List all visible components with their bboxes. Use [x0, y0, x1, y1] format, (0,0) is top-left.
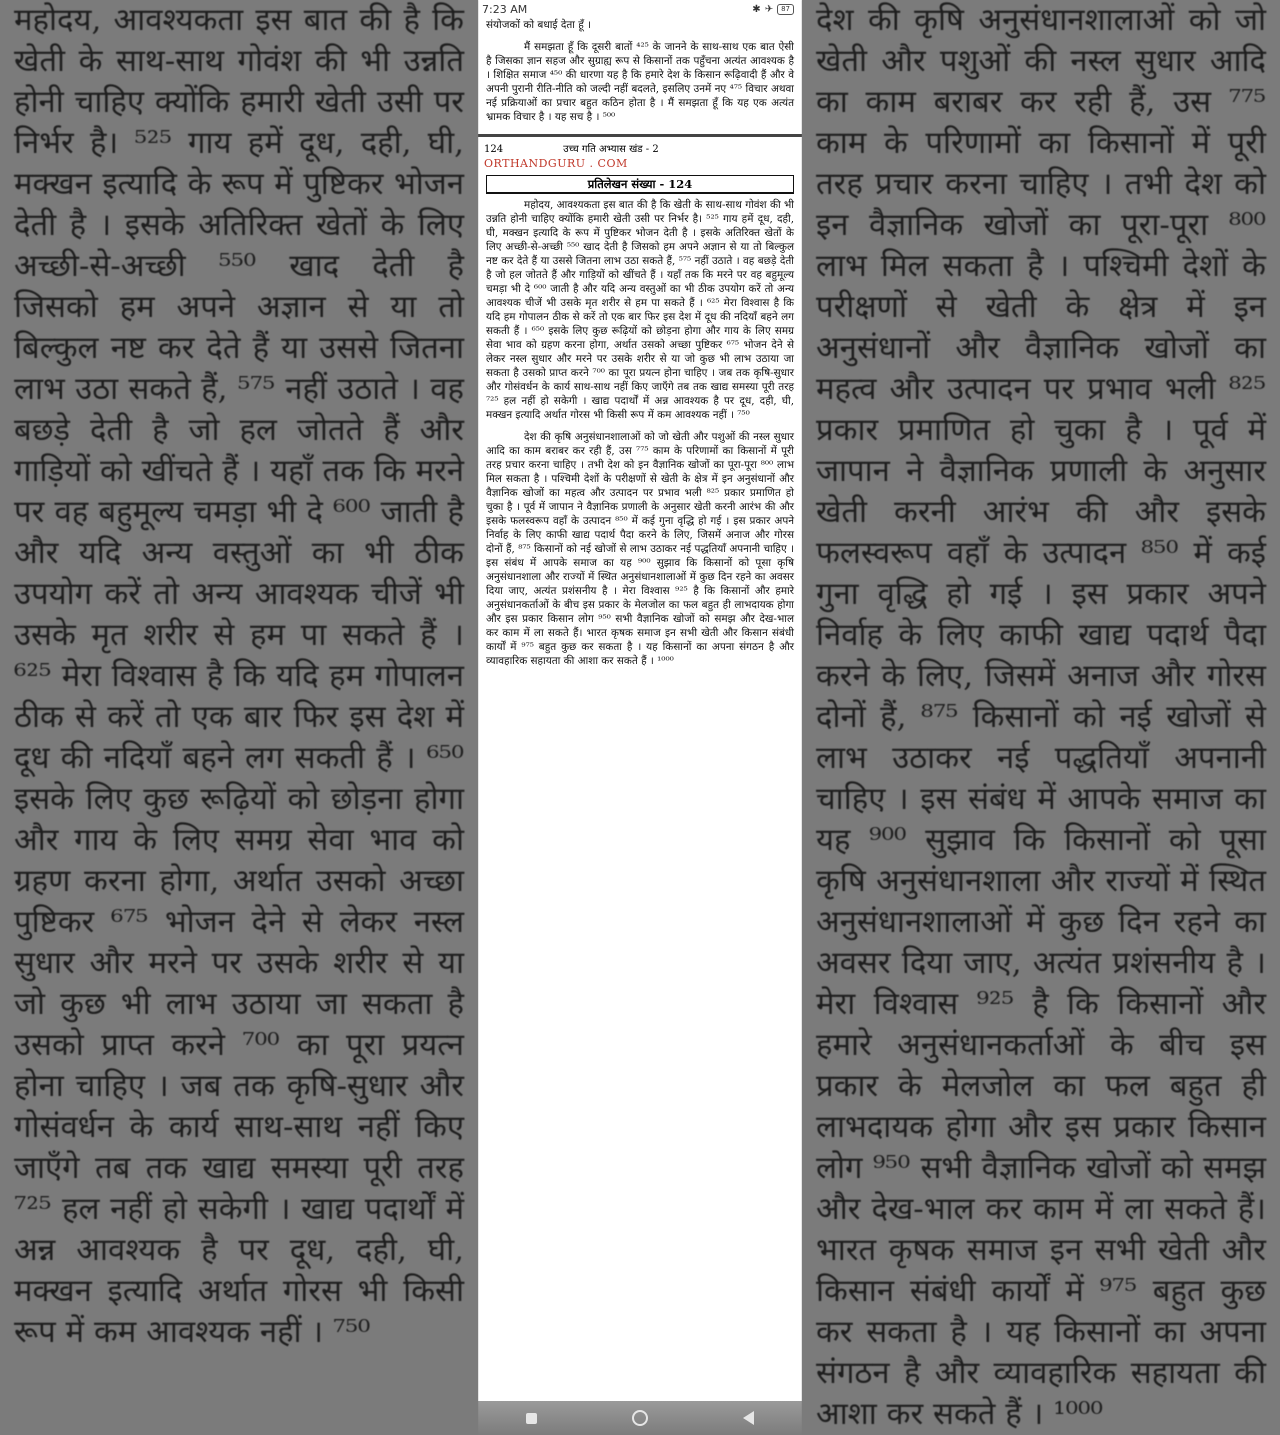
page-body — [478, 198, 802, 676]
battery-icon: 87 — [777, 4, 794, 15]
book-title: उच्च गति अभ्यास खंड - 2 — [563, 144, 659, 155]
phone-screen — [478, 0, 802, 1435]
page-header — [478, 137, 802, 173]
previous-page — [478, 18, 802, 134]
transcription-heading: प्रतिलेखन संख्या - 124 — [486, 175, 794, 194]
airplane-mode-icon: ✈ — [764, 4, 774, 15]
blurred-background-right — [802, 0, 1280, 1435]
previous-page-lead: संयोजकों को बधाई देता हूँ । — [486, 19, 592, 31]
paragraph: महोदय, आवश्यकता इस बात की है कि खेती के साथ-साथ गोवंश की भी उन्नति होनी चाहिए क्योंकि हमारी खेती उसी पर निर्भर है। ⁵²⁵ गाय हमें दूध, दही, घी, मक्खन इत्यादि के रूप में पुष्टिकर भोजन देती है । इसके अतिरिक्त खेतों के लिए अच्छी-से-अच्छी ⁵⁵⁰ खाद देती है जिसको हम अपने अज्ञान से या तो बिल्कुल नष्ट कर देते हैं या उससे जितना लाभ उठा सकते हैं, ⁵⁷⁵ नहीं उठाते । वह बछड़े देती है जो हल जोतते हैं और गाड़ियों को खींचते हैं । यहाँ तक कि मरने पर वह बहुमूल्य चमड़ा भी दे ⁶⁰⁰ जाती है और यदि अन्य वस्तुओं का भी ठीक उपयोग करें तो अन्य आवश्यक चीजें भी उसके मृत शरीर से हम पा सकते हैं । ⁶²⁵ मेरा विश्वास है कि यदि हम गोपालन ठीक से करें तो एक बार फिर इस देश में दूध की नदियाँ बहने लग सकती हैं । ⁶⁵⁰ इसके लिए कुछ रूढ़ियों को छोड़ना होगा और गाय के लिए समग्र सेवा भाव को ग्रहण करना होगा, अर्थात उसको अच्छा पुष्टिकर ⁶⁷⁵ भोजन देने से लेकर नस्ल सुधार और मरने पर उसके शरीर से या जो कुछ भी लाभ उठाया जा सकता है उसको प्राप्त करने ⁷⁰⁰ का पूरा प्रयत्न होना चाहिए । जब तक कृषि-सुधार और गोसंवर्धन के कार्य साथ-साथ नहीं किए जाएँगे तब तक खाद्य समस्या पूरी तरह ⁷²⁵ हल नहीं हो सकेगी । खाद्य पदार्थों में अन्न आवश्यक है पर दूध, दही, घी, मक्खन इत्यादि अर्थात गोरस भी किसी रूप में कम आवश्यक नहीं । ⁷⁵⁰ — [486, 199, 794, 421]
background-text: देश की कृषि अनुसंधानशालाओं को जो खेती और पशुओं की नस्ल सुधार आदि का काम बराबर कर रही हैं, उस ⁷⁷⁵ काम के परिणामों का किसानों में पूरी तरह प्रचार करना चाहिए । तभी देश को इन वैज्ञानिक खोजों का पूरा-पूरा ⁸⁰⁰ लाभ मिल सकता है । पश्चिमी देशों के परीक्षणों से खेती के क्षेत्र में इन अनुसंधानों और वैज्ञानिक खोजों का महत्व और उत्पादन पर प्रभाव भली ⁸²⁵ प्रकार प्रमाणित हो चुका है । पूर्व में जापान ने वैज्ञानिक प्रणाली के अनुसार खेती करनी आरंभ की और इसके फलस्वरूप वहाँ के उत्पादन ⁸⁵⁰ में कई गुना वृद्धि हो गई । इस प्रकार अपने निर्वाह के लिए काफी खाद्य पदार्थ पैदा करने के लिए, जिसमें अनाज और गोरस दोनों हैं, ⁸⁷⁵ किसानों को नई खोजों से लाभ उठाकर नई पद्धतियाँ अपनानी चाहिए । इस संबंध में आपके समाज का यह ⁹⁰⁰ सुझाव कि किसानों को पूसा कृषि अनुसंधानशाला और राज्यों में स्थित अनुसंधानशालाओं में कुछ दिन रहने का अवसर दिया जाए, अत्यंत प्रशंसनीय है । मेरा विश्वास ⁹²⁵ है कि किसानों और हमारे अनुसंधानकर्ताओं के बीच इस प्रकार के मेलजोल का फल बहुत ही लाभदायक होगा और इस प्रकार किसान लोग ⁹⁵⁰ सभी वैज्ञानिक खोजों को समझ और देख-भाल कर काम में ला सकते हैं। भारत कृषक समाज इन सभी खेती और किसान संबंधी कार्यों में ⁹⁷⁵ बहुत कुछ कर सकता है । यह किसानों का अपना संगठन है और व्यावहारिक सहायता की आशा कर सकते हैं । ¹⁰⁰⁰ — [816, 2, 1266, 1432]
status-bar — [478, 0, 802, 18]
home-button[interactable] — [632, 1410, 648, 1426]
status-time: 7:23 AM — [482, 3, 528, 16]
background-text: महोदय, आवश्यकता इस बात की है कि खेती के साथ-साथ गोवंश की भी उन्नति होनी चाहिए क्योंकि हमारी खेती उसी पर निर्भर है। ⁵²⁵ गाय हमें दूध, दही, घी, मक्खन इत्यादि के रूप में पुष्टिकर भोजन देती है । इसके अतिरिक्त खेतों के लिए अच्छी-से-अच्छी ⁵⁵⁰ खाद देती है जिसको हम अपने अज्ञान से या तो बिल्कुल नष्ट कर देते हैं या उससे जितना लाभ उठा सकते हैं, ⁵⁷⁵ नहीं उठाते । वह बछड़े देती है जो हल जोतते हैं और गाड़ियों को खींचते हैं । यहाँ तक कि मरने पर वह बहुमूल्य चमड़ा भी दे ⁶⁰⁰ जाती है और यदि अन्य वस्तुओं का भी ठीक उपयोग करें तो अन्य आवश्यक चीजें भी उसके मृत शरीर से हम पा सकते हैं । ⁶²⁵ मेरा विश्वास है कि यदि हम गोपालन ठीक से करें तो एक बार फिर इस देश में दूध की नदियाँ बहने लग सकती हैं । ⁶⁵⁰ इसके लिए कुछ रूढ़ियों को छोड़ना होगा और गाय के लिए समग्र सेवा भाव को ग्रहण करना होगा, अर्थात उसको अच्छा पुष्टिकर ⁶⁷⁵ भोजन देने से लेकर नस्ल सुधार और मरने पर उसके शरीर से या जो कुछ भी लाभ उठाया जा सकता है उसको प्राप्त करने ⁷⁰⁰ का पूरा प्रयत्न होना चाहिए । जब तक कृषि-सुधार और गोसंवर्धन के कार्य साथ-साथ नहीं किए जाएँगे तब तक खाद्य समस्या पूरी तरह ⁷²⁵ हल नहीं हो सकेगी । खाद्य पदार्थों में अन्न आवश्यक है पर दूध, दही, घी, मक्खन इत्यादि अर्थात गोरस भी किसी रूप में कम आवश्यक नहीं । ⁷⁵⁰ — [14, 2, 464, 1350]
previous-page-paragraph: मैं समझता हूँ कि दूसरी बातों ⁴²⁵ के जानने के साथ-साथ एक बात ऐसी है जिसका ज्ञान सहज और सुग्राह्य रूप से किसानों तक पहुँचना अत्यंत आवश्यक है । शिक्षित समाज ⁴⁵⁰ की धारणा यह है कि हमारे देश के किसान रूढ़िवादी हैं और वे अपनी पुरानी रीति-नीति को जल्दी नहीं बदलते, इसलिए उनमें नए ⁴⁷⁵ विचार अथवा नई प्रक्रियाओं का प्रचार बहुत कठिन होता है । मैं समझता हूँ कि यह एक अत्यंत भ्रामक विचार है । यह सच है । ⁵⁰⁰ — [486, 41, 794, 123]
paragraph: देश की कृषि अनुसंधानशालाओं को जो खेती और पशुओं की नस्ल सुधार आदि का काम बराबर कर रही हैं, उस ⁷⁷⁵ काम के परिणामों का किसानों में पूरी तरह प्रचार करना चाहिए । तभी देश को इन वैज्ञानिक खोजों का पूरा-पूरा ⁸⁰⁰ लाभ मिल सकता है । पश्चिमी देशों के परीक्षणों से खेती के क्षेत्र में इन अनुसंधानों और वैज्ञानिक खोजों का महत्व और उत्पादन पर प्रभाव भली ⁸²⁵ प्रकार प्रमाणित हो चुका है । पूर्व में जापान ने वैज्ञानिक प्रणाली के अनुसार खेती करनी आरंभ की और इसके फलस्वरूप वहाँ के उत्पादन ⁸⁵⁰ में कई गुना वृद्धि हो गई । इस प्रकार अपने निर्वाह के लिए काफी खाद्य पदार्थ पैदा करने के लिए, जिसमें अनाज और गोरस दोनों हैं, ⁸⁷⁵ किसानों को नई खोजों से लाभ उठाकर नई पद्धतियाँ अपनानी चाहिए । इस संबंध में आपके समाज का यह ⁹⁰⁰ सुझाव कि किसानों को पूसा कृषि अनुसंधानशाला और राज्यों में स्थित अनुसंधानशालाओं में कुछ दिन रहने का अवसर दिया जाए, अत्यंत प्रशंसनीय है । मेरा विश्वास ⁹²⁵ है कि किसानों और हमारे अनुसंधानकर्ताओं के बीच इस प्रकार के मेलजोल का फल बहुत ही लाभदायक होगा और इस प्रकार किसान लोग ⁹⁵⁰ सभी वैज्ञानिक खोजों को समझ और देख-भाल कर काम में ला सकते हैं। भारत कृषक समाज इन सभी खेती और किसान संबंधी कार्यों में ⁹⁷⁵ बहुत कुछ कर सकता है । यह किसानों का अपना संगठन है और व्यावहारिक सहायता की आशा कर सकते हैं । ¹⁰⁰⁰ — [486, 431, 794, 667]
back-button[interactable] — [743, 1411, 754, 1425]
page-number: 124 — [484, 144, 504, 155]
navigation-bar — [478, 1401, 802, 1435]
recents-button[interactable] — [526, 1413, 537, 1424]
watermark: ORTHANDGURU . COM — [484, 157, 628, 170]
blurred-background-left — [0, 0, 478, 1435]
bluetooth-icon: ✱ — [752, 4, 761, 15]
